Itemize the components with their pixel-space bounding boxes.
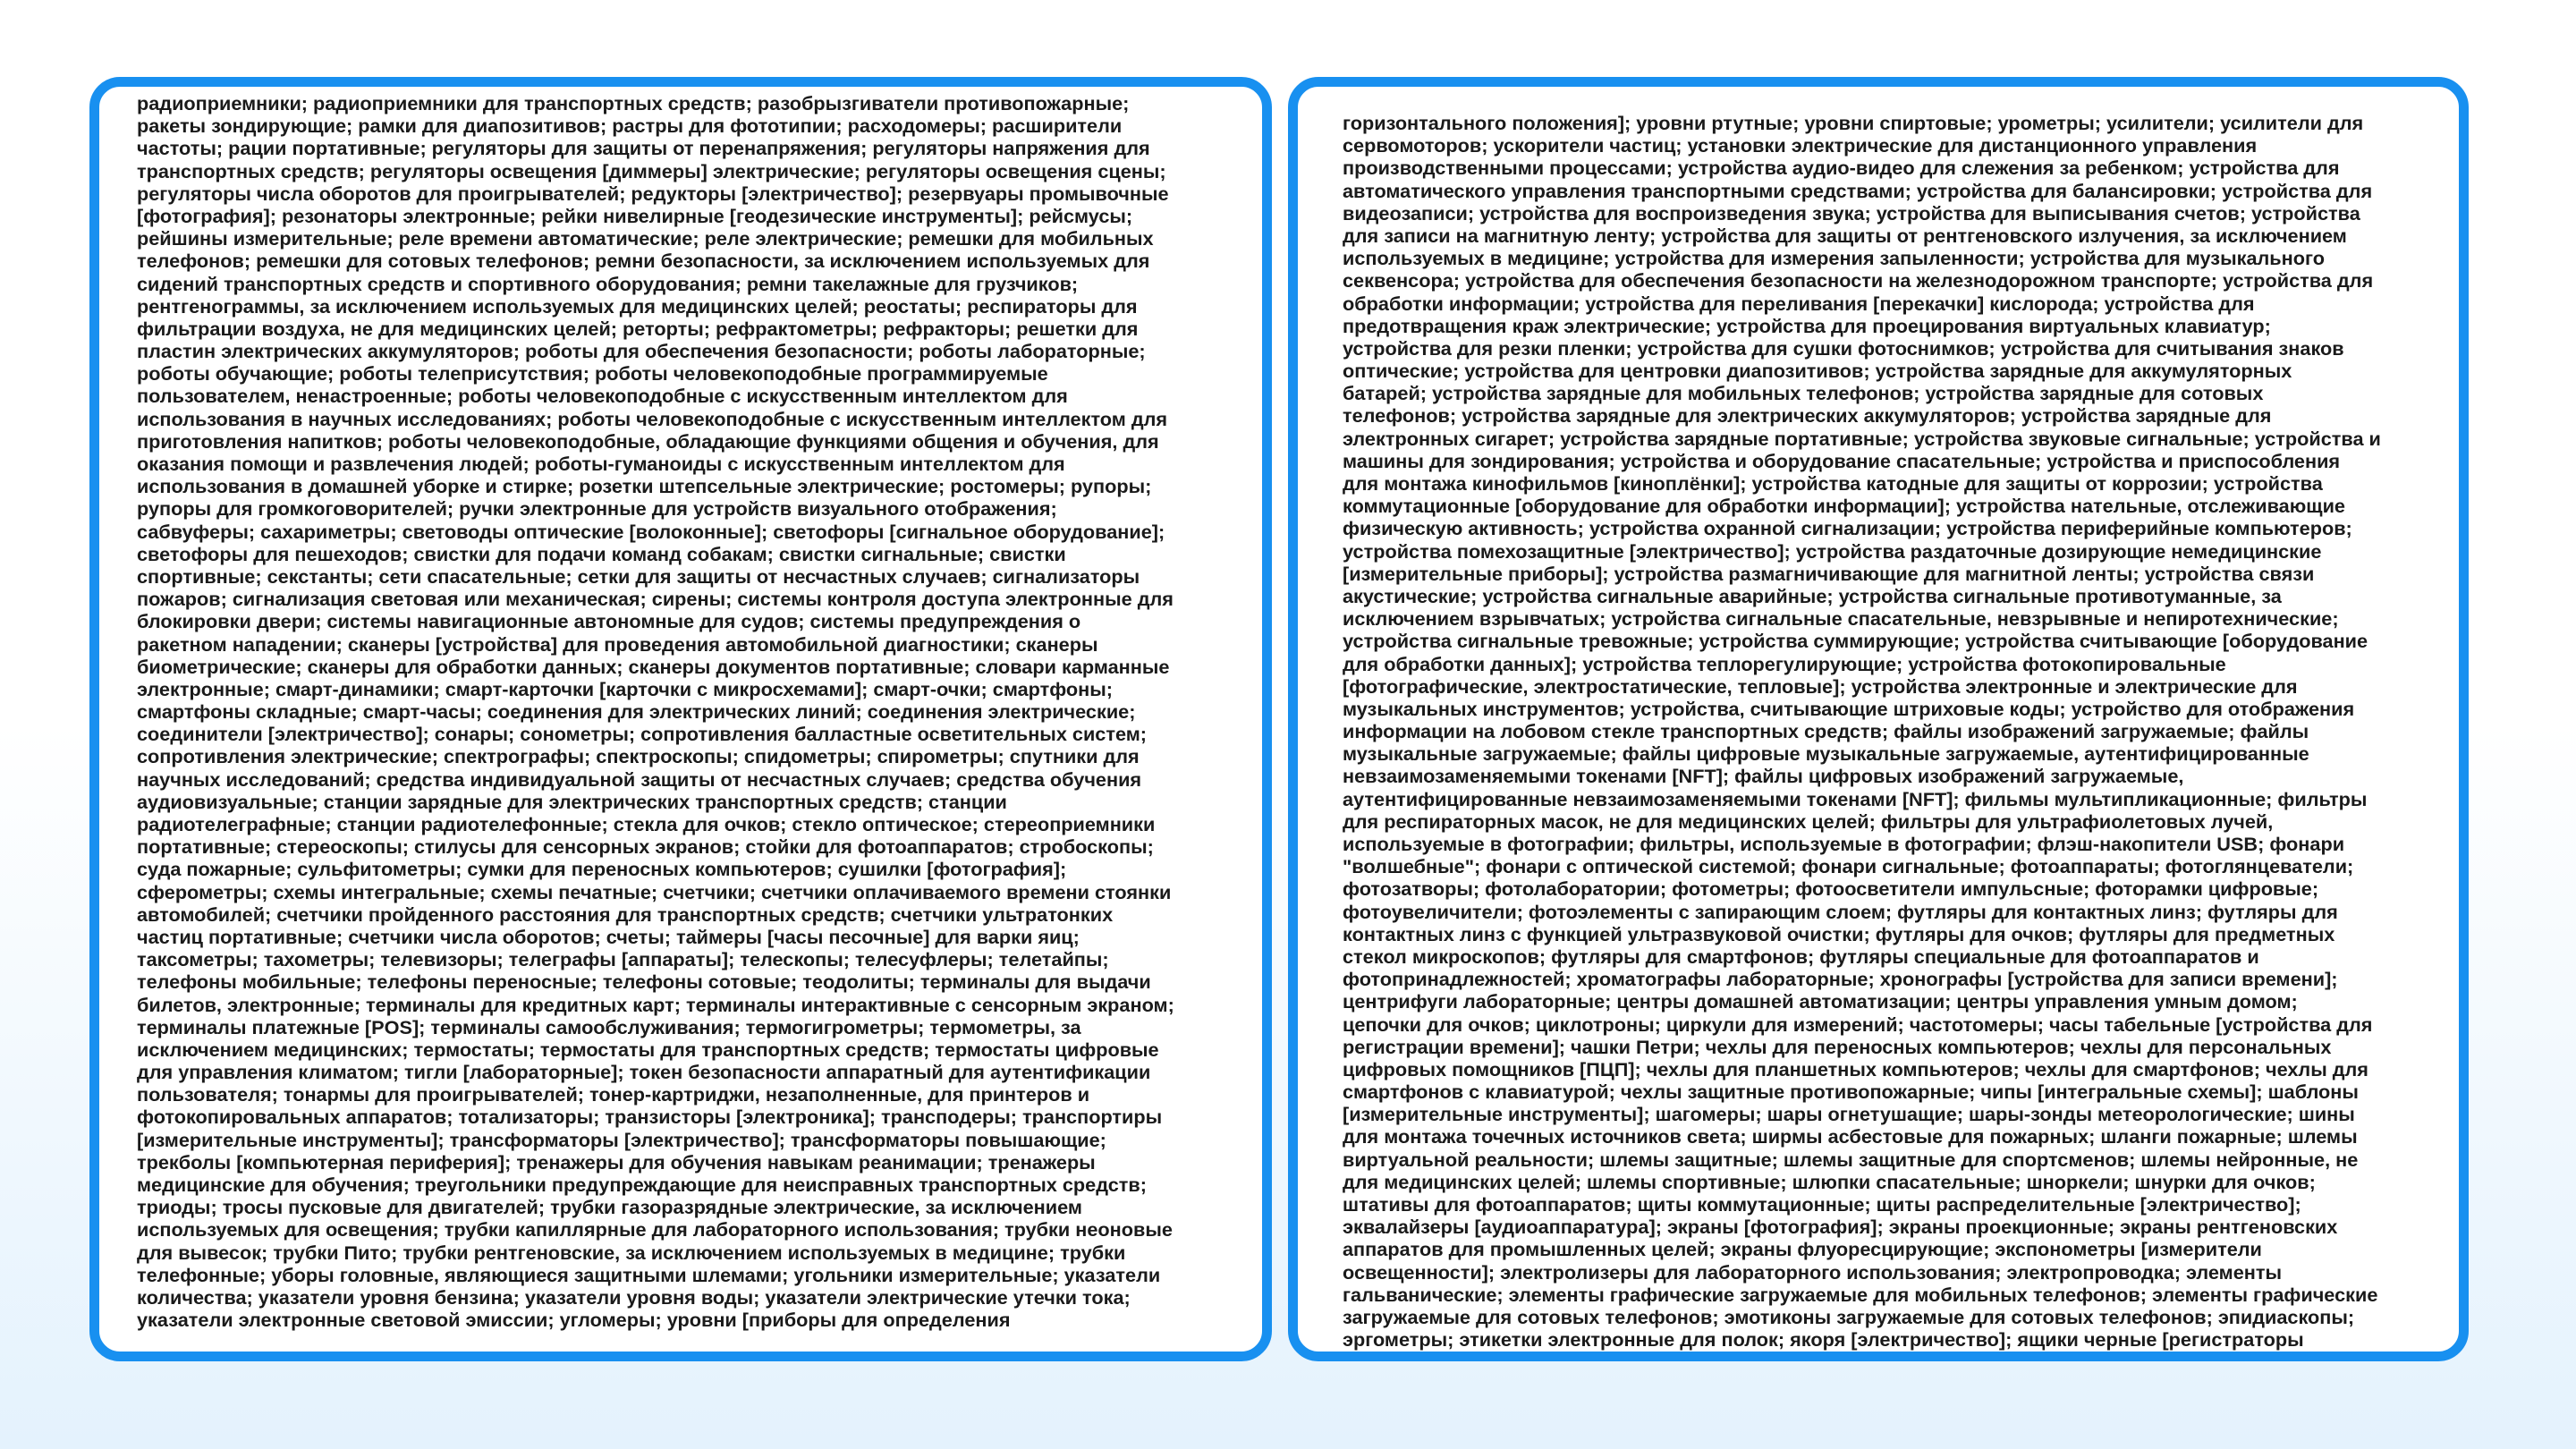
text-line: стекол микроскопов; футляры для смартфонов; футляры специальные для фотоаппаратов и [1343,945,2259,968]
text-line: автомобилей; счетчики пройденного расстояния для транспортных средств; счетчики ультратонких [137,902,1114,926]
text-line: освещенности]; электролизеры для лабораторного использования; электропроводка; элементы [1343,1260,2283,1284]
text-line: пожаров; сигнализация световая или механическая; сирены; системы контроля доступа электронные для [137,588,1174,611]
text-line: таксометры; тахометры; телевизоры; телеграфы [аппараты]; телескопы; телесуфлеры; телетайпы; [137,948,1109,971]
text-line: устройства сигнальные тревожные; устройства суммирующие; устройства считывающие [оборудование [1343,630,2368,653]
text-line: суда пожарные; сульфитометры; сумки для переносных компьютеров; сушилки [фотография]; [137,858,1067,881]
text-line: для управления климатом; тигли [лабораторные]; токен безопасности аппаратный для аутентификации [137,1061,1151,1084]
text-line: загружаемые для сотовых телефонов; эмотиконы загружаемые для сотовых телефонов; эпидиаскопы; [1343,1305,2355,1328]
text-line: цепочки для очков; циклотроны; циркули для измерений; частотомеры; часы табельные [устройства для [1343,1013,2373,1036]
text-line: эргометры; этикетки электронные для полок; якоря [электричество]; ящики черные [регистраторы [1343,1328,2304,1352]
text-line: частиц портативные; счетчики числа оборотов; счеты; таймеры [часы песочные] для варки яиц; [137,925,1080,948]
text-line: аудиовизуальные; станции зарядные для электрических транспортных средств; станции [137,790,1007,813]
text-line: фотопринадлежностей; хроматографы лабораторные; хронографы [устройства для записи времени]; [1343,968,2338,991]
text-line: телефоны мобильные; телефоны переносные; телефоны сотовые; теодолиты; терминалы для выдачи [137,970,1151,994]
text-line: триоды; тросы пусковые для двигателей; трубки газоразрядные электрические, за исключением [137,1196,1082,1219]
text-line: используемых для освещения; трубки капиллярные для лабораторного использования; трубки неоновые [137,1218,1173,1241]
text-line: автоматического управления транспортными средствами; устройства для балансировки; устройства для [1343,179,2373,202]
text-line: телефонов; ремешки для сотовых телефонов; ремни безопасности, за исключением используемых для [137,250,1150,273]
text-line: для монтажа кинофильмов [киноплёнки]; устройства катодные для защиты от коррозии; устройства [1343,472,2323,495]
text-line: регуляторы числа оборотов для проигрывателей; редукторы [электричество]; резервуары промывочные [137,182,1169,205]
text-line: центрифуги лабораторные; центры домашней автоматизации; центры управления умным домом; [1343,990,2298,1013]
text-line: [измерительные приборы]; устройства размагничивающие для магнитной ленты; устройства связи [1343,562,2315,585]
text-line: сабвуферы; сахариметры; световоды оптические [волоконные]; светофоры [сигнальное оборудование]; [137,520,1165,543]
text-line: для записи на магнитную ленту; устройства для защиты от рентгеновского излучения, за исключением [1343,224,2347,247]
text-line: биометрические; сканеры для обработки данных; сканеры документов портативные; словари карманные [137,655,1170,678]
text-line: пользователем, ненастроенные; роботы человекоподобные с искусственным интеллектом для [137,385,1068,408]
text-line: используемых в медицине; устройства для измерения запыленности; устройства для музыкального [1343,247,2325,270]
text-line: пластин электрических аккумуляторов; роботы для обеспечения безопасности; роботы лабораторные; [137,340,1146,363]
text-line: аутентифицированные невзаимозаменяемыми токенами [NFT]; фильмы мультипликационные; фильтры [1343,787,2368,810]
text-line: [фотографические, электростатические, тепловые]; устройства электронные и электрические для [1343,674,2298,698]
text-line: для монтажа точечных источников света; ширмы асбестовые для пожарных; шланги пожарные; шлемы [1343,1125,2358,1148]
text-line: радиоприемники; радиоприемники для транспортных средств; разобрызгиватели противопожарные; [137,92,1130,114]
right-panel-text [1343,112,2381,1351]
text-line: коммутационные [оборудование для обработки информации]; устройства нательные, отслеживающие [1343,495,2345,518]
text-line: оказания помощи и развлечения людей; роботы-гуманоиды с искусственным интеллектом для [137,453,1065,475]
left-text-panel [89,77,1272,1361]
text-line: невзаимозаменяемыми токенами [NFT]; файлы цифровых изображений загружаемые, [1343,765,2184,788]
text-line: обработки информации; устройства для переливания [перекачки] кислорода; устройства для [1343,292,2255,315]
text-line: видеозаписи; устройства для воспроизведения звука; устройства для выписывания счетов; устройства [1343,201,2360,225]
left-panel-text [137,92,1174,1331]
text-line: роботы обучающие; роботы телеприсутствия; роботы человекоподобные программируемые [137,362,1048,386]
text-line: смартфонов с клавиатурой; чехлы защитные противопожарные; чипы [интегральные схемы]; шаблоны [1343,1080,2359,1104]
text-line: спортивные; секстанты; сети спасательные; сетки для защиты от несчастных случаев; сигнализаторы [137,564,1140,588]
text-line: сервомоторов; ускорители частиц; установки электрические для дистанционного управления [1343,134,2258,157]
text-line: научных исследований; средства индивидуальной защиты от несчастных случаев; средства обучения [137,767,1142,791]
text-line: предотвращения краж электрические; устройства для проецирования виртуальных клавиатур; [1343,314,2271,337]
text-line: трекболы [компьютерная периферия]; тренажеры для обучения навыкам реанимации; тренажеры [137,1150,1096,1174]
text-line: телефонные; уборы головные, являющиеся защитными шлемами; угольники измерительные; указатели [137,1263,1161,1286]
text-line: используемые в фотографии; фильтры, используемые в фотографии; флэш-накопители USB; фонари [1343,833,2345,855]
text-line: использования в домашней уборке и стирке; розетки штепсельные электрические; ростомеры; рупоры; [137,475,1152,498]
text-line: терминалы платежные [POS]; терминалы самообслуживания; термогигрометры; термометры, за [137,1015,1081,1038]
text-line: рупоры для громкоговорителей; ручки электронные для устройств визуального отображения; [137,497,1057,521]
text-line: фотозатворы; фотолаборатории; фотометры; фотоосветители импульсные; фоторамки цифровые; [1343,877,2319,901]
text-line: смартфоны складные; смарт-часы; соединения для электрических линий; соединения электрические; [137,700,1136,724]
text-line: для вывесок; трубки Пито; трубки рентгеновские, за исключением используемых в медицине; трубки [137,1241,1126,1264]
text-line: пользователя; тонармы для проигрывателей; тонер-картриджи, незаполненные, для принтеров и [137,1083,1090,1106]
text-line: билетов, электронные; терминалы для кредитных карт; терминалы интерактивные с сенсорным экраном; [137,993,1174,1016]
text-line: аппаратов для промышленных целей; экраны флуоресцирующие; экспонометры [измерители [1343,1238,2262,1261]
text-line: транспортных средств; регуляторы освещения [диммеры] электрические; регуляторы освещения сцены; [137,159,1166,182]
text-line: штативы для фотоаппаратов; щиты коммутационные; щиты распределительные [электричество]; [1343,1193,2301,1216]
text-line: рентгенограммы, за исключением используемых для медицинских целей; реостаты; респираторы для [137,294,1138,318]
text-line: акустические; устройства сигнальные аварийные; устройства сигнальные противотуманные, за [1343,584,2282,607]
text-line: блокировки двери; системы навигационные автономные для судов; системы предупреждения о [137,610,1081,633]
text-line: регистрации времени]; чашки Петри; чехлы для переносных компьютеров; чехлы для персональных [1343,1035,2332,1058]
text-line: батарей; устройства зарядные для мобильных телефонов; устройства зарядные для сотовых [1343,382,2264,405]
text-line: соединители [электричество]; сонары; сонометры; сопротивления балластные осветительных систем; [137,723,1148,746]
text-line: [измерительные инструменты]; трансформаторы [электричество]; трансформаторы повышающие; [137,1128,1106,1151]
text-line: горизонтального положения]; уровни ртутные; уровни спиртовые; урометры; усилители; усилители для [1343,112,2364,134]
text-line: для медицинских целей; шлемы спортивные; шлюпки спасательные; шноркели; шнурки для очков; [1343,1170,2316,1193]
right-text-panel [1288,77,2469,1361]
text-line: цифровых помощников [ПЦП]; чехлы для планшетных компьютеров; чехлы для смартфонов; чехлы для [1343,1057,2368,1080]
text-line: указатели электронные световой эмиссии; угломеры; уровни [приборы для определения [137,1309,1011,1332]
text-line: [фотография]; резонаторы электронные; рейки нивелирные [геодезические инструменты]; рейсмусы; [137,204,1133,227]
text-line: электронных сигарет; устройства зарядные портативные; устройства звуковые сигнальные; устройства и [1343,427,2381,450]
text-line: производственными процессами; устройства аудио-видео для слежения за ребенком; устройства для [1343,157,2340,180]
text-line: ракеты зондирующие; рамки для диапозитивов; растры для фототипии; расходомеры; расширители [137,114,1123,138]
text-line: фильтрации воздуха, не для медицинских целей; реторты; рефрактометры; рефракторы; решетки для [137,317,1139,340]
text-line: медицинские для обучения; треугольники предупреждающие для неисправных транспортных средств; [137,1174,1147,1196]
text-line: сидений транспортных средств и спортивного оборудования; ремни такелажные для грузчиков; [137,272,1079,295]
text-line: виртуальной реальности; шлемы защитные; шлемы защитные для спортсменов; шлемы нейронные, не [1343,1148,2359,1171]
text-line: использования в научных исследованиях; роботы человекоподобные с искусственным интеллектом для [137,407,1168,430]
text-line: исключением взрывчатых; устройства сигнальные спасательные, невзрывные и непиротехнические; [1343,607,2339,631]
text-line: частоты; рации портативные; регуляторы для защиты от перенапряжения; регуляторы напряжения для [137,137,1150,160]
text-line: музыкальные загружаемые; файлы цифровые музыкальные загружаемые, аутентифицированные [1343,742,2309,766]
text-line: машины для зондирования; устройства и оборудование спасательные; устройства и приспособления [1343,449,2341,472]
text-line: для обработки данных]; устройства теплорегулирующие; устройства фотокопировальные [1343,652,2226,675]
text-line: гальванические; элементы графические загружаемые для мобильных телефонов; элементы графические [1343,1283,2378,1306]
text-line: секвенсора; устройства для обеспечения безопасности на железнодорожном транспорте; устройства для [1343,269,2374,292]
text-line: [измерительные инструменты]; шагомеры; шары огнетушащие; шары-зонды метеорологические; шины [1343,1103,2355,1126]
text-line: приготовления напитков; роботы человекоподобные, обладающие функциями общения и обучения, для [137,429,1159,453]
text-line: фотокопировальных аппаратов; тотализаторы; транзисторы [электроника]; трансподеры; транспортиры [137,1106,1163,1129]
text-line: светофоры для пешеходов; свистки для подачи команд собакам; свистки сигнальные; свистки [137,542,1066,565]
text-line: устройства для резки пленки; устройства для сушки фотоснимков; устройства для считывания знаков [1343,336,2344,360]
text-line: портативные; стереоскопы; стилусы для сенсорных экранов; стойки для фотоаппаратов; стробоскопы; [137,835,1154,859]
text-line: для респираторных масок, не для медицинских целей; фильтры для ультрафиолетовых лучей, [1343,809,2274,833]
text-line: информации на лобовом стекле транспортных средств; файлы изображений загружаемые; файлы [1343,720,2309,743]
text-line: физическую активность; устройства охранной сигнализации; устройства периферийные компьютеров; [1343,517,2352,540]
text-line: радиотелеграфные; станции радиотелефонные; стекла для очков; стекло оптическое; стереоприемники [137,813,1156,835]
text-line: эквалайзеры [аудиоаппаратура]; экраны [фотография]; экраны проекционные; экраны рентгеновских [1343,1216,2338,1239]
text-line: рейшины измерительные; реле времени автоматические; реле электрические; ремешки для мобильных [137,227,1154,250]
text-line: исключением медицинских; термостаты; термостаты для транспортных средств; термостаты цифровые [137,1038,1159,1061]
text-line: сферометры; схемы интегральные; схемы печатные; счетчики; счетчики оплачиваемого времени стоянки [137,880,1172,903]
text-line: количества; указатели уровня бензина; указатели уровня воды; указатели электрические утечки тока; [137,1285,1131,1309]
text-line: "волшебные"; фонари с оптической системой; фонари сигнальные; фотоаппараты; фотоглянцеватели; [1343,855,2354,878]
text-line: электронные; смарт-динамики; смарт-карточки [карточки с микросхемами]; смарт-очки; смартфоны; [137,677,1114,700]
text-line: ракетном нападении; сканеры [устройства] для проведения автомобильной диагностики; сканеры [137,632,1098,656]
text-line: музыкальных инструментов; устройства, считывающие штриховые коды; устройство для отображения [1343,697,2355,720]
text-line: телефонов; устройства зарядные для электрических аккумуляторов; устройства зарядные для [1343,404,2272,428]
text-line: устройства помехозащитные [электричество]; устройства раздаточные дозирующие немедицинские [1343,539,2322,563]
text-line: фотоувеличители; фотоэлементы с запирающим слоем; футляры для контактных линз; футляры для [1343,900,2338,923]
text-line: контактных линз с функцией ультразвуковой очистки; футляры для очков; футляры для предметных [1343,922,2335,945]
text-line: оптические; устройства для центровки диапозитивов; устройства зарядные для аккумуляторных [1343,360,2292,383]
text-line: сопротивления электрические; спектрографы; спектроскопы; спидометры; спирометры; спутники для [137,745,1140,768]
